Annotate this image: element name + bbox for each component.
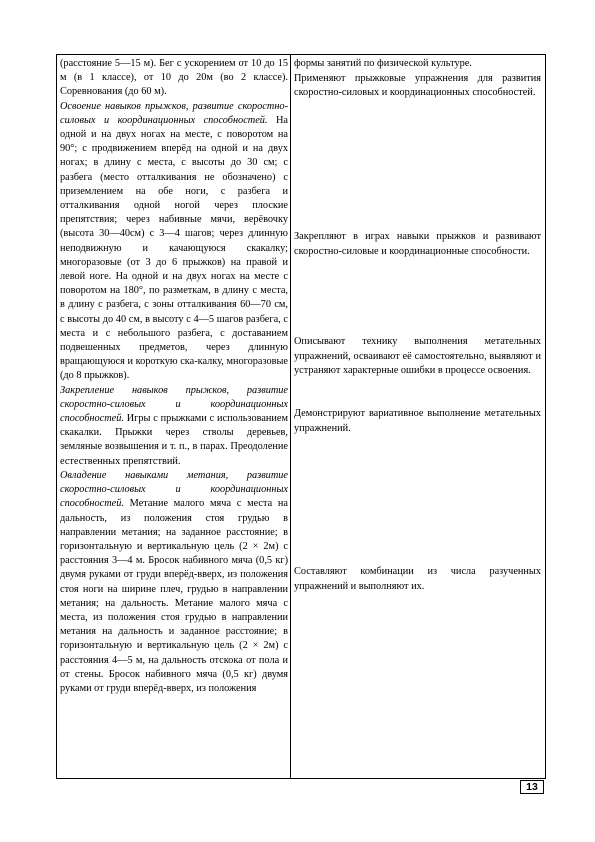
left-cell-text	[60, 57, 288, 696]
right-text-combinations: Составляют комбинации из числа разученных упражнений и выполняют их.	[294, 566, 541, 592]
right-text-apply-jumps: Применяют прыжковые упражнения для развития скоростно-силовых и координационных способностей.	[294, 72, 541, 99]
left-paragraph-throwing	[60, 469, 288, 696]
table-column-right	[291, 55, 545, 778]
right-block-describe-throwing	[294, 335, 541, 379]
section-heading-jumps: Освоение навыков прыжков, развитие скоростно-силовых и координационных способностей.	[60, 100, 288, 126]
right-text-consolidate-jumps: Закрепляют в играх навыки прыжков и развивают скоростно-силовые и координационные способности.	[294, 231, 541, 257]
right-block-demonstrate	[294, 407, 541, 436]
section-text-throwing: Метание малого мяча с места на дальность, из положения стоя грудью в направлении метания; на заданное расстояние; в горизонтальную и вертикальную цель (2 × 2м) с расстояния 3—4 м. Бросок набивного мяча (0,5 кг) двумя руками от груди вперёд-вверх, из положения стоя ноги на ширине плеч, грудью в направлении метания; на дальность. Метание малого мяча с места, из положения стоя грудью в направлении метания на дальность и заданное расстояние; в горизонтальную и вертикальную цель (2 × 2м) с расстояния 4—5 м, на дальность отскока от пола и от стены. Бросок набивного мяча (0,5 кг) двумя руками от груди вперёд-вверх, из положения	[60, 498, 288, 694]
left-paragraph-jumps-consolidation	[60, 384, 288, 469]
table-column-left	[57, 55, 291, 778]
left-paragraph-running: (расстояние 5—15 м). Бег с ускорением от 10 до 15 м (в 1 классе), от 10 до 20м (во 2 классе). Соревнования (до 60 м).	[60, 58, 288, 98]
right-text-demonstrate: Демонстрируют вариативное выполнение метательных упражнений.	[294, 408, 541, 434]
section-heading-jumps-consolidation: Закрепление навыков прыжков, развитие скоростно-силовых и координационных способностей.	[60, 384, 288, 425]
section-text-jumps-consolidation: Игры с прыжками с использованием скакалки. Прыжки через стволы деревьев, земляные возвышения и т. п., в парах. Преодоление естественных препятствий.	[60, 413, 288, 467]
right-block-intro	[294, 57, 541, 101]
section-heading-throwing: Овладение навыками метания, развитие скоростно-силовых и координационных способностей.	[60, 469, 288, 510]
section-text-jumps: На одной и на двух ногах на месте, с поворотом на 90°; с продвижением вперёд на одной и на двух ногах; в длину с места, с высоты до 30 см; с разбега (место отталкивания не обозначено) с приземлением на обе ноги, с разбега и отталкивания одной ногой через плоские препятствия; через набивные мячи, верёвочку (высота 30—40см) с 3—4 шагов; через длинную неподвижную и качающуюся скакалку; многоразовые (от 3 до 6 прыжков) на правой и левой ноге. На одной и на двух ногах на месте с поворотом на 180°, по разметкам, в длину с места, в длину с разбега, с зоны отталкивания 60—70 см, с высоты до 40 см, в высоту с 4—5 шагов разбега, с места и с небольшого разбега, с доставанием подвешенных предметов, через длинную вращающуюся и короткую ска-калку, многоразовые (до 8 прыжков).	[60, 114, 288, 382]
left-paragraph-jumps	[60, 100, 288, 384]
content-table	[56, 54, 546, 779]
right-text-describe-throwing: Описывают технику выполнения метательных упражнений, осваивают её самостоятельно, выявляют и устраняют характерные ошибки в процессе освоения.	[294, 336, 541, 377]
right-block-combinations	[294, 565, 541, 594]
page-number: 13	[520, 780, 544, 794]
right-block-consolidate-jumps	[294, 230, 541, 259]
right-text-forms: формы занятий по физической культуре.	[294, 58, 472, 69]
